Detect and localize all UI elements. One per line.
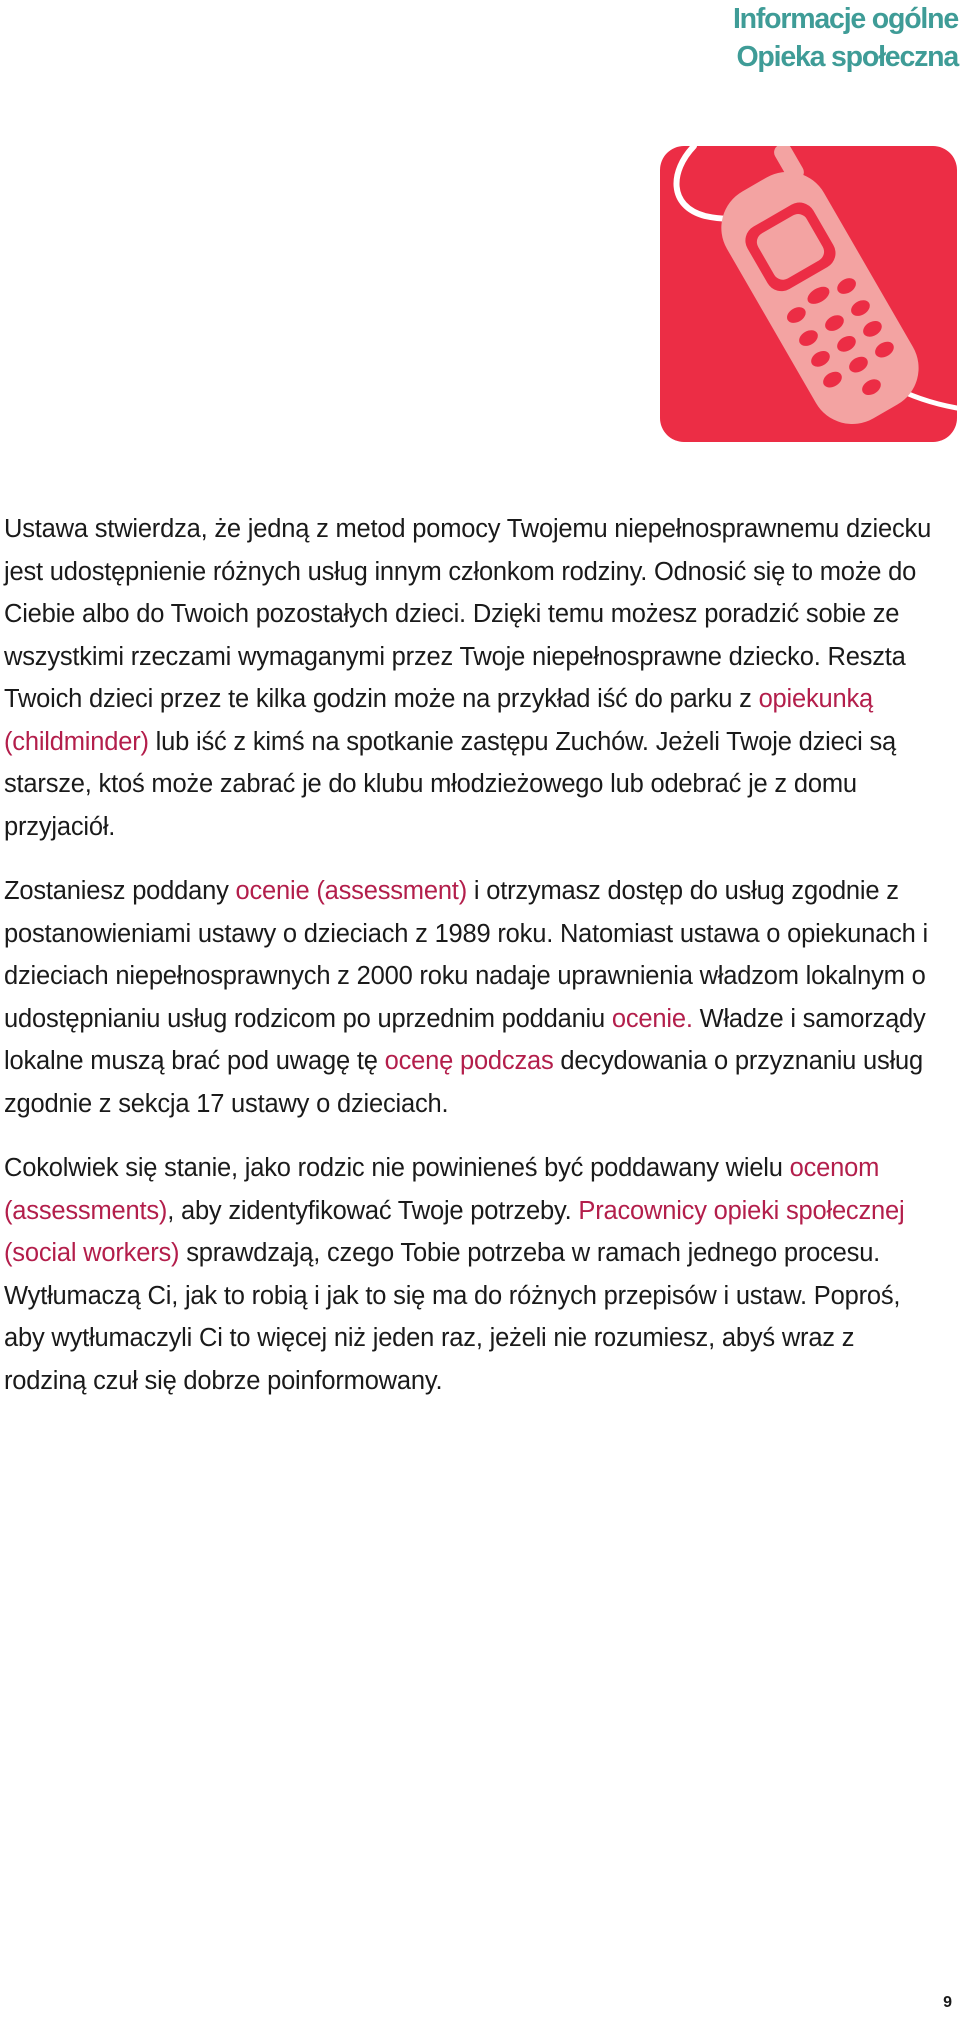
paragraph-text: decydowania o przyznaniu usług zgodnie z sekcja 17 ustawy o dzieciach. bbox=[4, 1047, 923, 1118]
paragraph-text: Cokolwiek się stanie, jako rodzic nie powinieneś być poddawany wielu bbox=[4, 1154, 790, 1182]
page-header bbox=[733, 0, 958, 76]
page-number: 9 bbox=[943, 1994, 952, 2011]
glossary-term: ocenie. bbox=[611, 1004, 693, 1033]
paragraph-text: Zostaniesz poddany bbox=[4, 877, 236, 905]
mobile-phone-icon bbox=[660, 146, 957, 442]
glossary-term: opiekunką (childminder) bbox=[4, 685, 874, 756]
paragraph-1 bbox=[4, 508, 939, 848]
header-section-title: Informacje ogólne bbox=[732, 3, 958, 35]
paragraph-text: sprawdzają, czego Tobie potrzeba w ramach jednego procesu. Wytłumaczą Ci, jak to robią i jak to się ma do różnych przepisów i ustaw. Poproś, aby wytłumaczyli Ci to więcej niż jeden raz, jeżeli nie rozumiesz, abyś wraz z rodziną czuł się dobrze poinformowany. bbox=[4, 1239, 901, 1395]
paragraph-2 bbox=[4, 870, 939, 1125]
glossary-term: Pracownicy opieki społecznej (social workers) bbox=[4, 1196, 905, 1267]
glossary-term: ocenę podczas bbox=[384, 1047, 554, 1075]
glossary-term: ocenie (assessment) bbox=[235, 877, 467, 905]
paragraph-text: Ustawa stwierdza, że jedną z metod pomocy Twojemu niepełnosprawnemu dziecku jest udostępnienie różnych usług innym członkom rodziny. Odnosić się to może do Ciebie albo do Twoich pozostałych dzieci. Dzięki temu możesz poradzić sobie ze wszystkimi rzeczami wymaganymi przez Twoje niepełnosprawne dziecko. Reszta Twoich dzieci przez te kilka godzin może na przykład iść do parku z bbox=[4, 515, 932, 713]
paragraph-text: i otrzymasz dostęp do usług zgodnie z postanowieniami ustawy o dzieciach z 1989 roku. Natomiast ustawa o opiekunach i dzieciach niepełnosprawnych z 2000 roku nadaje uprawnienia władzom lokalnym o udostępnianiu usług rodzicom po uprzednim poddaniu bbox=[4, 877, 928, 1033]
body-content bbox=[4, 508, 939, 1424]
paragraph-text: Władze i samorządy lokalne muszą brać pod uwagę tę bbox=[4, 1004, 926, 1075]
glossary-term: ocenom (assessments) bbox=[4, 1154, 880, 1225]
paragraph-3 bbox=[4, 1147, 939, 1402]
paragraph-text: lub iść z kimś na spotkanie zastępu Zuchów. Jeżeli Twoje dzieci są starsze, ktoś może zabrać je do klubu młodzieżowego lub odebrać je z domu przyjaciół. bbox=[4, 727, 897, 841]
paragraph-text: , aby zidentyfikować Twoje potrzeby. bbox=[167, 1196, 579, 1225]
header-section-subtitle: Opieka społeczna bbox=[736, 41, 958, 73]
